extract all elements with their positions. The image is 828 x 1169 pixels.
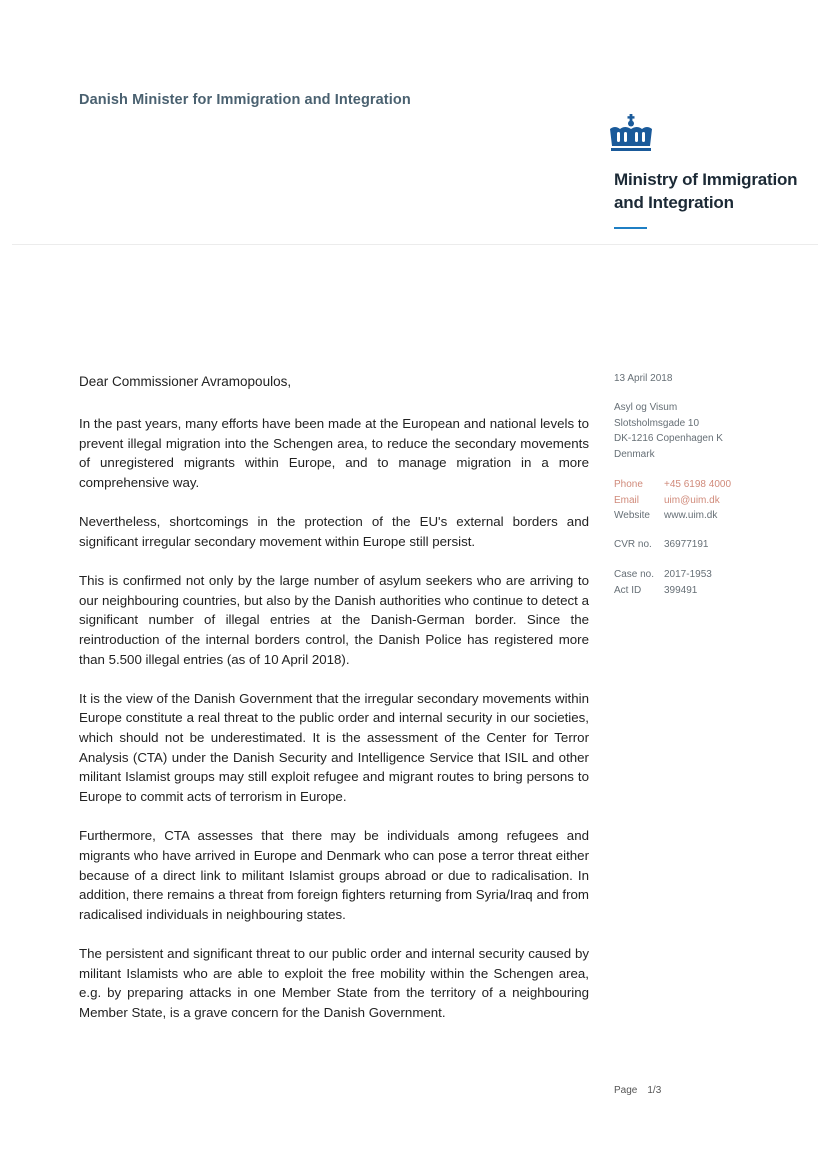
cvr-label: CVR no. — [614, 539, 652, 550]
phone-value: +45 6198 4000 — [664, 479, 732, 490]
ministry-name — [614, 168, 797, 214]
crown-logo-icon — [606, 114, 656, 156]
page-value: 1/3 — [647, 1085, 662, 1096]
website-link[interactable]: www.uim.dk — [664, 510, 718, 521]
email-row — [614, 493, 814, 509]
email-label: Email — [614, 494, 640, 506]
page-number — [614, 1085, 661, 1096]
email-link[interactable]: uim@uim.dk — [664, 494, 720, 506]
letter-body — [79, 414, 589, 1042]
paragraph: The persistent and significant threat to our public order and internal security caused by militant Islamists who are able to exploit the free mobility within the Schengen area, e.g. by preparing attacks in one Member State from the territory of a neighbouring Member State, is a grave concern for the Danish Government. — [79, 945, 589, 1021]
ministry-accent-line — [614, 227, 647, 229]
website-row — [614, 508, 814, 524]
phone-row — [614, 477, 814, 493]
case-info — [614, 567, 814, 598]
sender-title: Danish Minister for Immigration and Integration — [79, 92, 411, 108]
ministry-name-line1: Ministry of Immigration — [614, 170, 798, 189]
paragraph: In the past years, many efforts have been made at the European and national levels to prevent illegal migration into the Schengen area, to reduce the secondary movements of unregistered migrants within Europe, and to manage migration in a more comprehensive way. — [79, 416, 589, 491]
sender-address — [614, 400, 814, 462]
address-line: Slotsholmsgade 10 — [614, 417, 700, 429]
ministry-name-line2: and Integration — [614, 193, 734, 212]
act-label: Act ID — [614, 584, 642, 596]
cvr-value: 36977191 — [664, 539, 709, 550]
act-row — [614, 583, 814, 599]
paragraph: Nevertheless, shortcomings in the protection of the EU's external borders and significant irregular secondary movement within Europe still persist. — [79, 514, 589, 549]
contact-info — [614, 477, 814, 524]
website-label: Website — [614, 510, 650, 521]
page-label: Page — [614, 1085, 638, 1096]
letter-date: 13 April 2018 — [614, 373, 673, 384]
act-value: 399491 — [664, 584, 698, 596]
paragraph: Furthermore, CTA assesses that there may be individuals among refugees and migrants who have arrived in Europe and Denmark who can pose a terror threat either because of a direct link to militant Islamist groups abroad or due to radicalisation. In addition, there remains a threat from foreign fighters returning from Syria/Iraq and from radicalised individuals in neighbouring states. — [79, 828, 589, 922]
case-row — [614, 567, 814, 583]
case-label: Case no. — [614, 569, 655, 580]
paragraph: This is confirmed not only by the large number of asylum seekers who are arriving to our neighbouring countries, but also by the Danish authorities who continue to detect a significant number of illegal entries at the Danish-German border. Since the reintroduction of the internal borders control, the Danish Police has registered more than 5.500 illegal entries (as of 10 April 2018). — [79, 572, 589, 667]
cvr-info — [614, 537, 814, 553]
paragraph: It is the view of the Danish Government that the irregular secondary movements within Europe constitute a real threat to the public order and internal security in our societies, which should not be underestimated. It is the assessment of the Center for Terror Analysis (CTA) under the Danish Security and Intelligence Service that ISIL and other militant Islamist groups may still exploit refugee and migrant routes to bring persons to Europe to commit acts of terrorism in Europe. — [79, 690, 589, 805]
cvr-row — [614, 537, 814, 553]
address-line: Asyl og Visum — [614, 402, 678, 413]
case-value: 2017-1953 — [664, 569, 712, 580]
address-line: DK-1216 Copenhagen K — [614, 433, 723, 444]
address-line: Denmark — [614, 448, 655, 460]
header-divider — [12, 244, 818, 245]
phone-label: Phone — [614, 479, 643, 490]
salutation: Dear Commissioner Avramopoulos, — [79, 374, 292, 389]
